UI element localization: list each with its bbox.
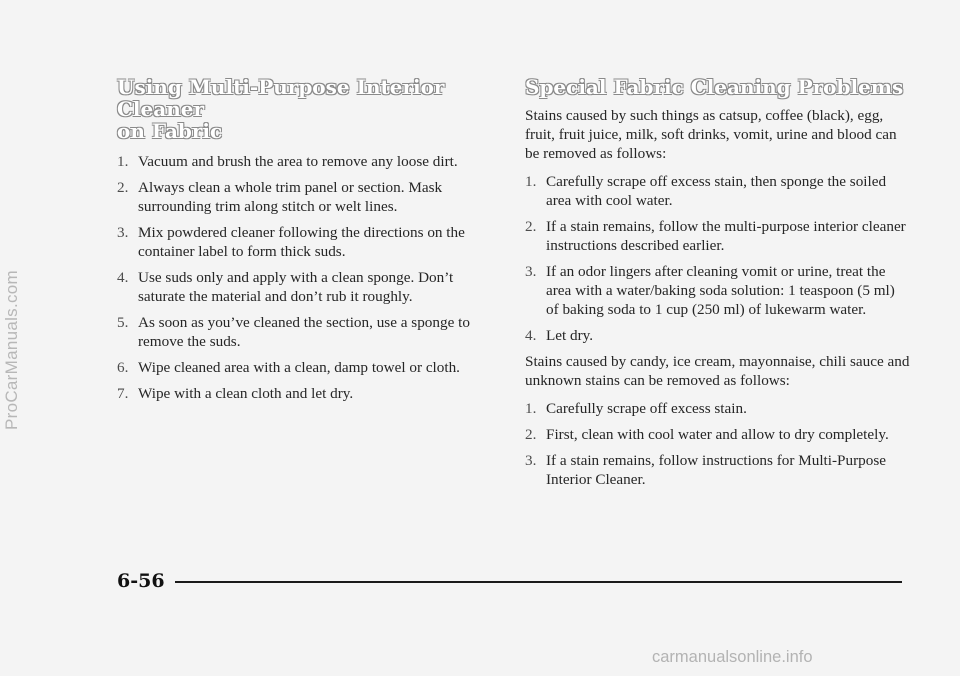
step-text: Wipe with a clean cloth and let dry. [138, 385, 354, 402]
list-item [525, 217, 910, 255]
step-number: 3. [117, 224, 129, 241]
left-heading-line1: Using Multi-Purpose Interior Cleaner [117, 75, 445, 121]
list-item [117, 223, 502, 261]
step-text: Let dry. [546, 327, 594, 344]
intro-paragraph-1: Stains caused by such things as catsup, coffee (black), egg, fruit, fruit juice, milk, soft drinks, vomit, urine and blood can be removed as follows: [525, 107, 897, 162]
step-text: Carefully scrape off excess stain. [546, 400, 747, 417]
step-number: 2. [525, 218, 537, 235]
footer-rule [175, 581, 902, 583]
step-number: 2. [117, 179, 129, 196]
list-item [117, 268, 502, 306]
step-text: Use suds only and apply with a clean sponge. Don’t saturate the material and don’t rub it roughly. [138, 269, 454, 305]
step-text: Vacuum and brush the area to remove any loose dirt. [138, 153, 458, 170]
step-number: 1. [117, 153, 129, 170]
right-steps-list-2 [525, 399, 910, 489]
step-text: Mix powdered cleaner following the directions on the container label to form thick suds. [138, 224, 465, 260]
step-text: If a stain remains, follow instructions for Multi-Purpose Interior Cleaner. [546, 452, 886, 488]
right-section-heading: Special Fabric Cleaning Problems [525, 75, 904, 99]
step-text: If a stain remains, follow the multi-purpose interior cleaner instructions described earlier. [546, 218, 906, 254]
list-item [117, 178, 502, 216]
left-steps-list [117, 152, 502, 403]
list-item [117, 384, 502, 403]
list-item [525, 326, 910, 345]
list-item [117, 313, 502, 351]
step-number: 4. [525, 327, 537, 344]
step-number: 4. [117, 269, 129, 286]
right-steps-list-1 [525, 172, 910, 345]
list-item [525, 425, 910, 444]
side-watermark: ProCarManuals.com [2, 269, 21, 431]
list-item [117, 358, 502, 377]
list-item [117, 152, 502, 171]
step-number: 7. [117, 385, 129, 402]
step-text: Wipe cleaned area with a clean, damp towel or cloth. [138, 359, 460, 376]
left-column [117, 76, 502, 410]
page-number: 6-56 [117, 570, 165, 592]
right-column [525, 76, 910, 496]
step-number: 3. [525, 263, 537, 280]
list-item [525, 399, 910, 418]
list-item [525, 451, 910, 489]
step-text: Carefully scrape off excess stain, then sponge the soiled area with cool water. [546, 173, 887, 209]
list-item [525, 262, 910, 319]
step-number: 1. [525, 173, 537, 190]
left-heading-line2: on Fabric [117, 119, 223, 143]
page-footer [117, 570, 902, 592]
list-item [525, 172, 910, 210]
step-number: 3. [525, 452, 537, 469]
step-number: 6. [117, 359, 129, 376]
step-number: 2. [525, 426, 537, 443]
intro-paragraph-2: Stains caused by candy, ice cream, mayonnaise, chili sauce and unknown stains can be removed as follows: [525, 353, 910, 389]
step-number: 5. [117, 314, 129, 331]
step-text: First, clean with cool water and allow to dry completely. [546, 426, 889, 443]
step-text: Always clean a whole trim panel or section. Mask surrounding trim along stitch or welt lines. [138, 179, 443, 215]
step-text: As soon as you’ve cleaned the section, use a sponge to remove the suds. [138, 314, 470, 350]
left-section-heading [117, 76, 502, 142]
bottom-watermark: carmanualsonline.info [652, 648, 813, 666]
step-number: 1. [525, 400, 537, 417]
step-text: If an odor lingers after cleaning vomit or urine, treat the area with a water/baking soda solution: 1 teaspoon (5 ml) of baking soda to 1 cup (250 ml) of lukewarm water. [546, 263, 895, 318]
